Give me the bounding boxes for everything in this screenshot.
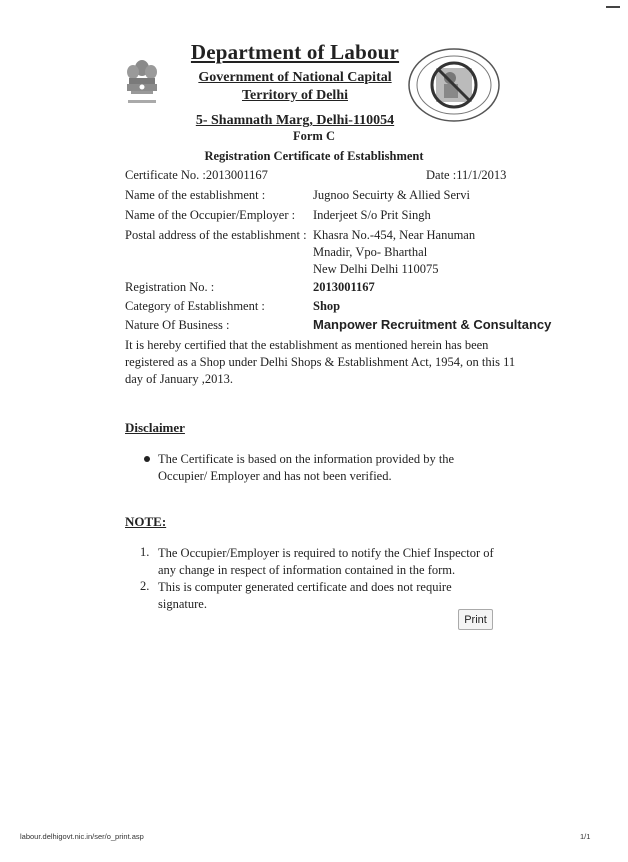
office-address: 5- Shamnath Marg, Delhi-110054 <box>195 113 395 128</box>
bullet-icon <box>144 456 150 462</box>
government-line-1: Government of National Capital <box>198 70 392 85</box>
category-value: Shop <box>313 299 341 313</box>
postal-address-label: Postal address of the establishment : <box>125 228 307 242</box>
occupier-value: Inderjeet S/o Prit Singh <box>313 208 431 222</box>
form-name: Form C <box>293 129 335 143</box>
footer-url: labour.delhigovt.nic.in/ser/o_print.asp <box>20 832 144 841</box>
letterhead <box>180 40 410 129</box>
disclaimer-text: The Certificate is based on the information provided by the Occupier/ Employer and has not been verified. <box>158 452 455 483</box>
footer-page-number: 1/1 <box>580 832 591 841</box>
nature-value: Manpower Recruitment & Consultancy <box>313 317 552 332</box>
note-number-1: 1. <box>140 545 150 559</box>
nature-label: Nature Of Business : <box>125 318 230 332</box>
form-title: Registration Certificate of Establishment <box>204 149 424 163</box>
say-no-to-child-labour-seal-icon <box>406 46 502 124</box>
establishment-value: Jugnoo Secuirty & Allied Servi <box>313 188 470 202</box>
corner-mark <box>606 6 620 8</box>
certification-statement: It is hereby certified that the establishment as mentioned herein has been registered as a Shop under Delhi Shops & Establishment Act, 1954, on this 11 day of January ,2013. <box>125 338 516 386</box>
note-text-2: This is computer generated certificate and does not require signature. <box>158 580 452 611</box>
registration-value: 2013001167 <box>313 280 375 294</box>
postal-address-line-1: Khasra No.-454, Near Hanuman <box>313 228 476 242</box>
note-heading: NOTE: <box>125 514 167 529</box>
certificate-date: Date :11/1/2013 <box>426 168 507 182</box>
registration-label: Registration No. : <box>125 280 215 294</box>
print-button[interactable]: Print <box>458 609 493 630</box>
note-number-2: 2. <box>140 579 150 593</box>
national-emblem-icon <box>122 54 162 110</box>
occupier-label: Name of the Occupier/Employer : <box>125 208 296 222</box>
category-label: Category of Establishment : <box>125 299 265 313</box>
establishment-label: Name of the establishment : <box>125 188 266 202</box>
department-title: Department of Labour <box>190 40 400 64</box>
government-line-2: Territory of Delhi <box>241 88 348 103</box>
note-text-1: The Occupier/Employer is required to notify the Chief Inspector of any change in respect of information contained in the form. <box>158 546 494 577</box>
disclaimer-heading: Disclaimer <box>125 420 185 435</box>
certificate-number: Certificate No. :2013001167 <box>125 168 268 182</box>
postal-address-line-2: Mnadir, Vpo- Bharthal <box>313 245 428 259</box>
postal-address-line-3: New Delhi Delhi 110075 <box>313 262 439 276</box>
